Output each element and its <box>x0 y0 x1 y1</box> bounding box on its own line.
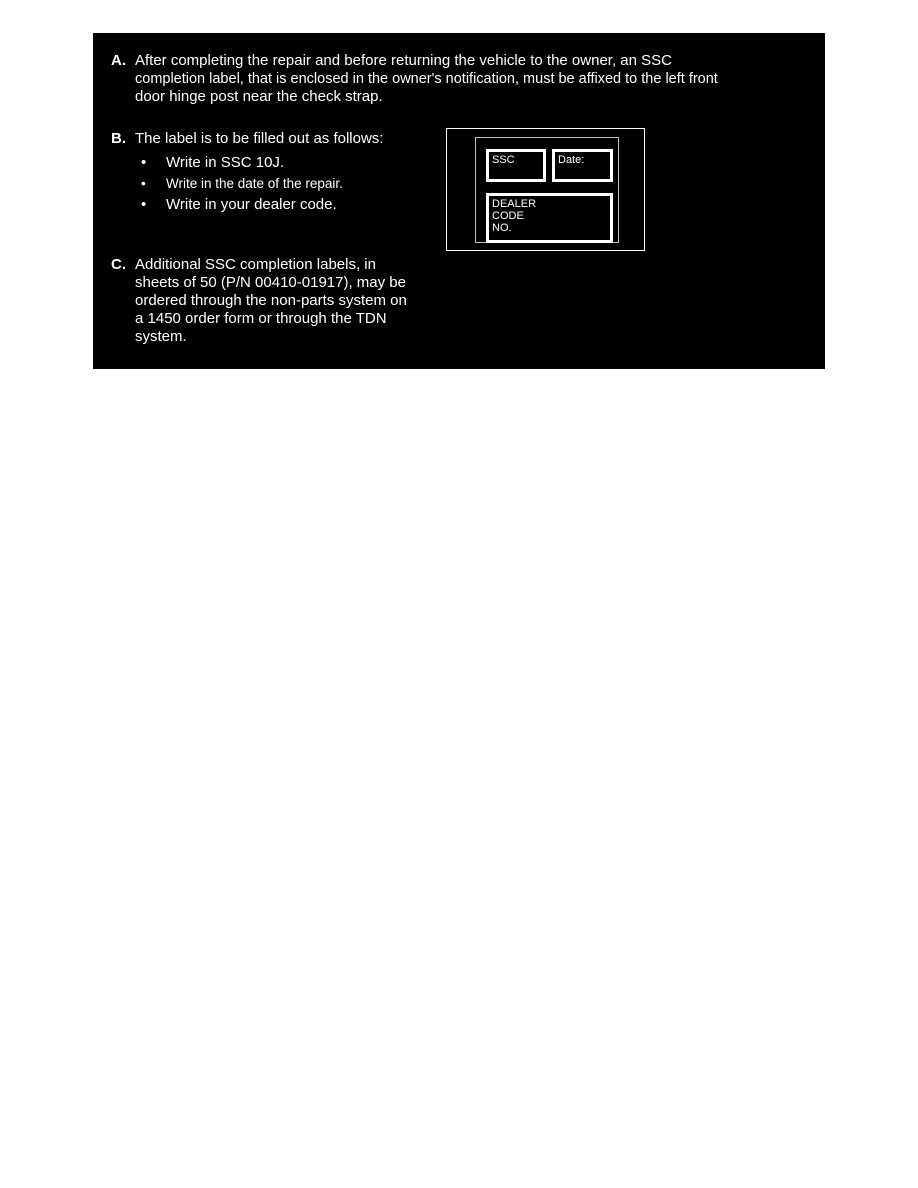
completion-label <box>475 137 619 243</box>
bullet-text: Write in your dealer code. <box>166 196 337 213</box>
bullet-dot-icon: • <box>141 196 147 213</box>
ssc-field-label: SSC <box>492 154 515 166</box>
instruction-b-bullet-list <box>135 152 343 215</box>
instruction-c-line: ordered through the non-parts system on <box>135 292 407 309</box>
instruction-b-heading: The label is to be filled out as follows: <box>135 130 384 147</box>
instruction-b-letter: B. <box>111 130 126 147</box>
instruction-a-letter: A. <box>111 52 126 69</box>
instruction-c-line: Additional SSC completion labels, in <box>135 256 376 273</box>
date-field-label: Date: <box>558 154 585 166</box>
bullet-item <box>135 152 343 173</box>
ssc-field-box <box>486 149 546 182</box>
dealer-code-field-box <box>486 193 613 243</box>
bullet-item <box>135 173 343 194</box>
bullet-dot-icon: • <box>141 176 146 191</box>
bullet-text: Write in SSC 10J. <box>166 154 285 171</box>
date-field-box <box>552 149 613 182</box>
instruction-c-letter: C. <box>111 256 126 273</box>
instruction-a-line: After completing the repair and before returning the vehicle to the owner, an SSC <box>135 52 672 69</box>
instruction-c-text <box>135 256 407 346</box>
bullet-text: Write in the date of the repair. <box>166 176 343 191</box>
instruction-a-line: completion label, that is enclosed in the owner's notification, must be affixed to the left front <box>135 71 718 87</box>
bullet-dot-icon: • <box>141 154 147 171</box>
dealer-code-label-line: NO. <box>492 222 512 234</box>
completion-label-illustration <box>446 128 645 251</box>
instruction-c-line: sheets of 50 (P/N 00410-01917), may be <box>135 274 406 291</box>
instruction-c-line: system. <box>135 328 187 345</box>
instruction-c-line: a 1450 order form or through the TDN <box>135 310 387 327</box>
instruction-a-text <box>135 52 718 106</box>
bullet-item <box>135 194 343 215</box>
dealer-code-label-line: CODE <box>492 210 524 222</box>
instruction-b-text <box>135 130 384 213</box>
instruction-panel <box>93 33 825 369</box>
instruction-a-line: door hinge post near the check strap. <box>135 88 383 105</box>
dealer-code-label-line: DEALER <box>492 198 537 210</box>
